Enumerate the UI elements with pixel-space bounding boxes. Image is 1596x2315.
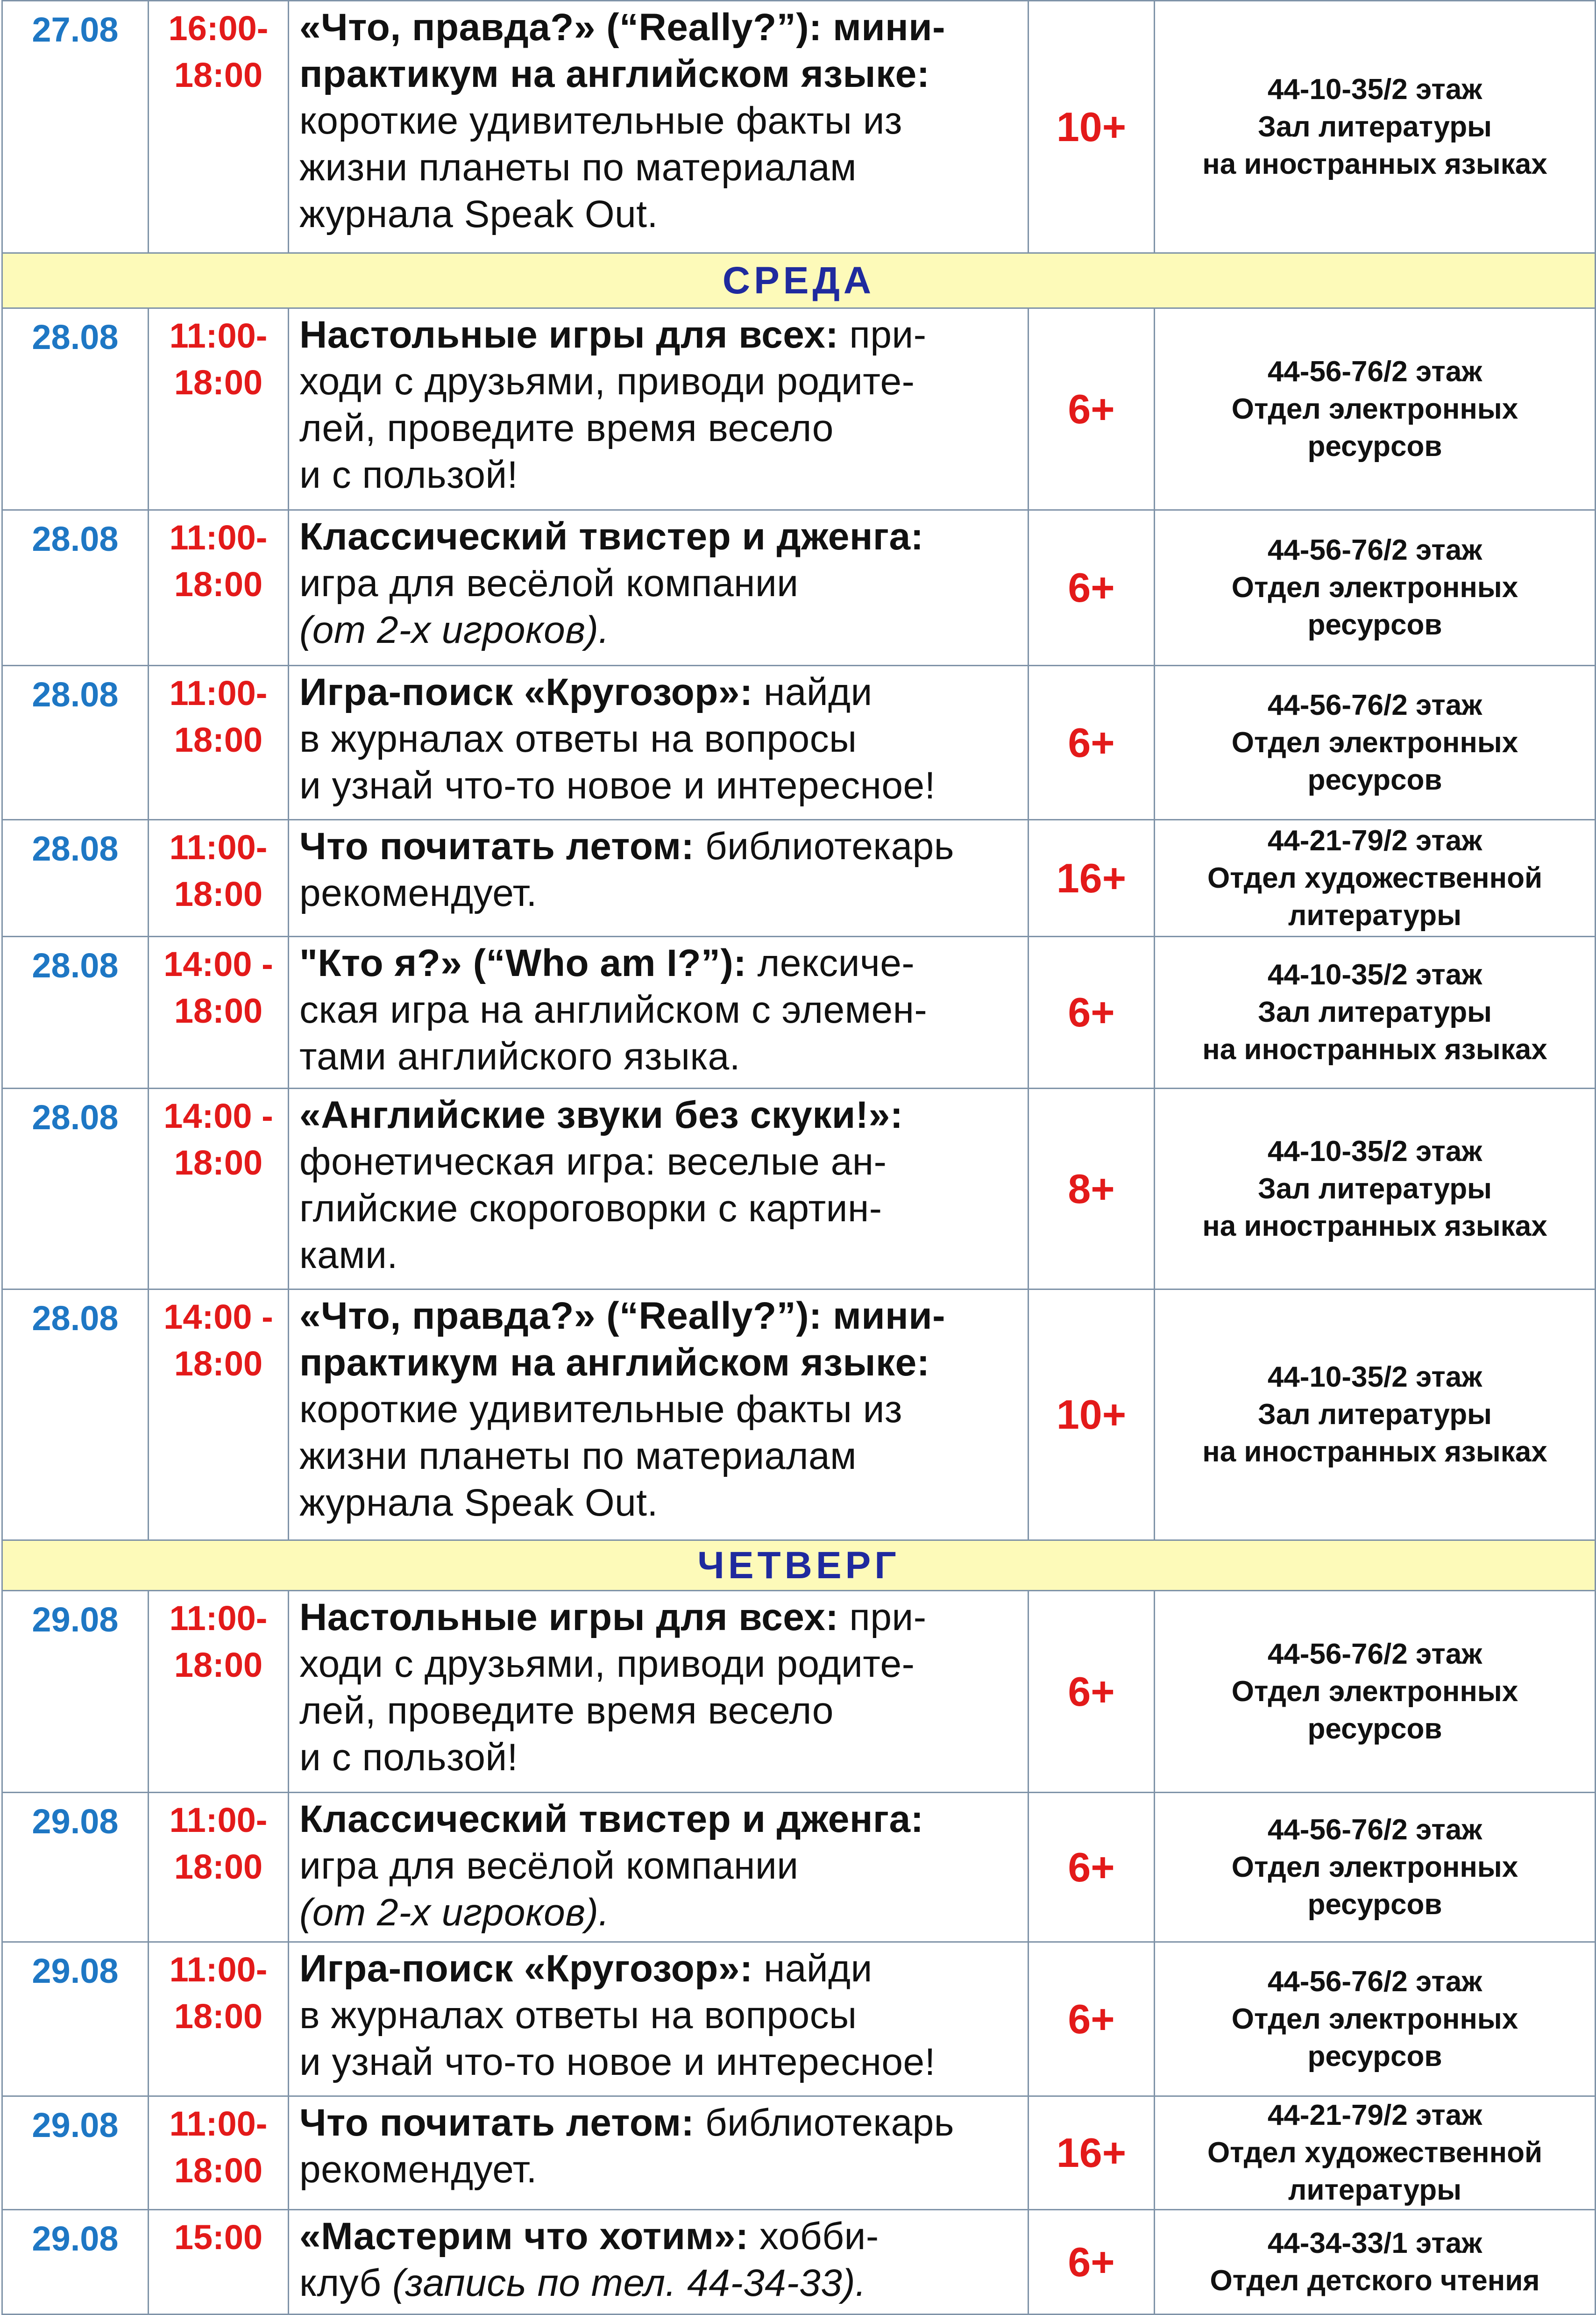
description-line — [299, 144, 1023, 191]
event-description — [289, 937, 1029, 1089]
description-text: глийские скороговорки с картин- — [299, 1187, 882, 1230]
event-time — [149, 308, 289, 510]
event-description — [289, 820, 1029, 937]
event-date: 29.08 — [2, 1793, 149, 1942]
event-time — [149, 820, 289, 937]
description-line — [299, 762, 1023, 809]
description-line — [299, 940, 1023, 987]
location-line: на иностранных языках — [1202, 1033, 1547, 1066]
schedule-table — [1, 0, 1596, 2315]
event-location — [1155, 1591, 1596, 1793]
description-line — [299, 4, 1023, 51]
description-text: и с пользой! — [299, 454, 518, 496]
location-line: на иностранных языках — [1202, 1210, 1547, 1242]
event-location — [1155, 1793, 1596, 1942]
description-line — [299, 1641, 1023, 1688]
event-time-line: 18:00 — [174, 1344, 263, 1383]
event-row — [2, 2096, 1596, 2210]
location-line: Отдел электронных — [1231, 392, 1518, 425]
event-title-text: "Кто я?» (“Who am I?”): — [299, 942, 747, 984]
description-text: найди — [752, 1947, 872, 1990]
event-time-line: 14:00 - — [163, 945, 273, 983]
description-line — [299, 823, 1023, 870]
event-row — [2, 937, 1596, 1089]
event-description — [289, 1793, 1029, 1942]
description-line — [299, 1386, 1023, 1433]
location-line: ресурсов — [1307, 1712, 1442, 1745]
event-time-line: 11:00- — [169, 518, 268, 557]
event-location — [1155, 937, 1596, 1089]
event-row — [2, 1089, 1596, 1289]
description-line — [299, 2213, 1023, 2260]
event-date: 28.08 — [2, 666, 149, 820]
location-line: Отдел детского чтения — [1210, 2264, 1540, 2297]
description-line — [299, 1480, 1023, 1526]
event-location — [1155, 510, 1596, 666]
description-text: жизни планеты по материалам — [299, 1435, 857, 1477]
location-line: ресурсов — [1307, 609, 1442, 641]
age-rating: 6+ — [1029, 1591, 1155, 1793]
event-row — [2, 820, 1596, 937]
location-line: Отдел художественной — [1207, 862, 1543, 894]
description-text: и узнай что-то новое и интересное! — [299, 764, 936, 807]
location-line: 44-56-76/2 этаж — [1267, 355, 1483, 388]
event-title-text: Игра-поиск «Кругозор»: — [299, 671, 753, 713]
location-line: Зал литературы — [1257, 996, 1492, 1028]
event-title-text: практикум на английском языке: — [299, 53, 930, 95]
age-rating: 6+ — [1029, 937, 1155, 1089]
event-title-text: «Английские звуки без скуки!»: — [299, 1094, 903, 1136]
location-line: 44-21-79/2 этаж — [1267, 2099, 1483, 2131]
event-time-line: 18:00 — [174, 1997, 263, 2036]
event-row — [2, 666, 1596, 820]
description-line — [299, 312, 1023, 358]
description-text: короткие удивительные факты из — [299, 1388, 902, 1431]
description-line — [299, 1843, 1023, 1889]
event-title-text: Классический твистер и дженга: — [299, 515, 924, 558]
description-text: библиотекарь — [694, 825, 954, 868]
location-line: Отдел электронных — [1231, 571, 1518, 604]
location-line: 44-10-35/2 этаж — [1267, 1361, 1483, 1393]
event-time-line: 11:00- — [169, 316, 268, 355]
event-date: 29.08 — [2, 2096, 149, 2210]
description-text: библиотекарь — [694, 2101, 954, 2144]
event-time-line: 18:00 — [174, 991, 263, 1030]
location-line: 44-56-76/2 этаж — [1267, 1638, 1483, 1670]
description-text: клуб — [299, 2262, 392, 2304]
event-time-line: 11:00- — [169, 1950, 268, 1989]
day-header-row — [2, 253, 1596, 308]
description-line — [299, 1092, 1023, 1139]
description-line — [299, 1594, 1023, 1641]
description-text: в журналах ответы на вопросы — [299, 1994, 857, 2037]
event-title-text: Что почитать летом: — [299, 825, 695, 868]
description-text: жизни планеты по материалам — [299, 146, 857, 189]
location-line: ресурсов — [1307, 763, 1442, 796]
age-rating: 10+ — [1029, 1, 1155, 253]
description-text: журнала Speak Out. — [299, 193, 658, 235]
event-title-text: «Мастерим что хотим»: — [299, 2215, 749, 2258]
description-text: и с пользой! — [299, 1736, 518, 1779]
event-description — [289, 1591, 1029, 1793]
description-line — [299, 2260, 1023, 2307]
description-line — [299, 1033, 1023, 1080]
location-line: Отдел электронных — [1231, 1851, 1518, 1883]
location-line: ресурсов — [1307, 430, 1442, 463]
description-line — [299, 1339, 1023, 1386]
event-location — [1155, 666, 1596, 820]
location-line: 44-56-76/2 этаж — [1267, 1813, 1483, 1846]
event-title-text: «Что, правда?» (“Really?”): мини- — [299, 1295, 945, 1337]
event-date: 28.08 — [2, 1289, 149, 1540]
event-time — [149, 1942, 289, 2096]
event-time-line: 18:00 — [174, 2151, 263, 2190]
description-text: ская игра на английском с элемен- — [299, 989, 928, 1031]
event-row — [2, 308, 1596, 510]
location-line: Отдел электронных — [1231, 726, 1518, 759]
location-line: 44-10-35/2 этаж — [1267, 1135, 1483, 1168]
event-date: 28.08 — [2, 1089, 149, 1289]
event-time-line: 16:00- — [168, 9, 269, 48]
description-line — [299, 1889, 1023, 1936]
description-line — [299, 1796, 1023, 1843]
event-time — [149, 1289, 289, 1540]
event-time-line: 11:00- — [169, 828, 268, 867]
description-line — [299, 560, 1023, 607]
event-date: 28.08 — [2, 937, 149, 1089]
event-time — [149, 1089, 289, 1289]
event-time-line: 14:00 - — [163, 1297, 273, 1336]
event-description — [289, 1942, 1029, 2096]
event-location — [1155, 1289, 1596, 1540]
description-line — [299, 1139, 1023, 1185]
event-date: 28.08 — [2, 308, 149, 510]
description-line — [299, 405, 1023, 452]
description-text: ходи с друзьями, приводи родите- — [299, 360, 915, 403]
event-description — [289, 510, 1029, 666]
location-line: 44-10-35/2 этаж — [1267, 959, 1483, 991]
event-description — [289, 2210, 1029, 2315]
location-line: Зал литературы — [1257, 110, 1492, 143]
age-rating: 6+ — [1029, 308, 1155, 510]
event-time — [149, 510, 289, 666]
description-text: короткие удивительные факты из — [299, 100, 902, 142]
description-line — [299, 1992, 1023, 2039]
event-date: 28.08 — [2, 510, 149, 666]
location-line: литературы — [1288, 899, 1462, 932]
description-line — [299, 452, 1023, 499]
event-time — [149, 666, 289, 820]
event-time-line: 18:00 — [174, 565, 263, 604]
description-text: ками. — [299, 1234, 398, 1276]
age-rating: 6+ — [1029, 510, 1155, 666]
description-line — [299, 1945, 1023, 1992]
age-rating: 16+ — [1029, 2096, 1155, 2210]
location-line: Зал литературы — [1257, 1398, 1492, 1431]
event-row — [2, 1289, 1596, 1540]
location-line: Зал литературы — [1257, 1172, 1492, 1205]
event-time — [149, 2096, 289, 2210]
event-time-line: 18:00 — [174, 363, 263, 402]
event-time-line: 11:00- — [169, 2104, 268, 2143]
location-line: литературы — [1288, 2174, 1462, 2206]
event-title-text: практикум на английском языке: — [299, 1341, 930, 1384]
event-title-text: Что почитать летом: — [299, 2101, 695, 2144]
event-description — [289, 308, 1029, 510]
schedule-body — [2, 1, 1596, 2315]
age-rating: 8+ — [1029, 1089, 1155, 1289]
event-time-line: 11:00- — [169, 1599, 268, 1638]
event-time-line: 18:00 — [174, 56, 263, 94]
event-date: 29.08 — [2, 1591, 149, 1793]
description-text: фонетическая игра: веселые ан- — [299, 1140, 887, 1183]
description-text: при- — [838, 313, 927, 356]
event-row — [2, 1793, 1596, 1942]
event-row — [2, 1591, 1596, 1793]
description-line — [299, 513, 1023, 560]
description-text: (от 2-х игроков). — [299, 1891, 610, 1934]
event-time — [149, 2210, 289, 2315]
description-line — [299, 2100, 1023, 2146]
event-time-line: 15:00 — [174, 2218, 263, 2257]
location-line: 44-56-76/2 этаж — [1267, 689, 1483, 721]
description-line — [299, 716, 1023, 762]
event-time-line: 14:00 - — [163, 1097, 273, 1135]
event-time-line: 18:00 — [174, 1645, 263, 1684]
event-title-text: Настольные игры для всех: — [299, 1596, 839, 1638]
location-line: 44-10-35/2 этаж — [1267, 73, 1483, 106]
day-header-label: ЧЕТВЕРГ — [2, 1540, 1596, 1591]
event-time — [149, 1, 289, 253]
event-time-line: 11:00- — [169, 674, 268, 712]
day-header-label: СРЕДА — [2, 253, 1596, 308]
event-row — [2, 1942, 1596, 2096]
event-description — [289, 1289, 1029, 1540]
description-line — [299, 51, 1023, 98]
location-line: 44-56-76/2 этаж — [1267, 534, 1483, 566]
location-line: Отдел художественной — [1207, 2137, 1543, 2169]
location-line: ресурсов — [1307, 1888, 1442, 1921]
description-text: тами английского языка. — [299, 1035, 741, 1078]
event-description — [289, 1089, 1029, 1289]
description-text: (от 2-х игроков). — [299, 609, 610, 651]
event-time — [149, 1793, 289, 1942]
event-location — [1155, 1942, 1596, 2096]
description-text: (запись по тел. 44-34-33). — [392, 2262, 866, 2304]
event-time-line: 18:00 — [174, 1143, 263, 1182]
description-line — [299, 1185, 1023, 1232]
description-text: лей, проведите время весело — [299, 407, 834, 449]
description-line — [299, 191, 1023, 238]
age-rating: 6+ — [1029, 1793, 1155, 1942]
event-title-text: Игра-поиск «Кругозор»: — [299, 1947, 753, 1990]
event-location — [1155, 2210, 1596, 2315]
event-row — [2, 1, 1596, 253]
event-location — [1155, 2096, 1596, 2210]
day-header-row — [2, 1540, 1596, 1591]
event-location — [1155, 308, 1596, 510]
description-text: журнала Speak Out. — [299, 1482, 658, 1524]
age-rating: 6+ — [1029, 666, 1155, 820]
location-line: 44-21-79/2 этаж — [1267, 824, 1483, 857]
event-date: 27.08 — [2, 1, 149, 253]
description-text: игра для весёлой компании — [299, 562, 799, 605]
description-line — [299, 669, 1023, 716]
description-line — [299, 607, 1023, 654]
description-text: в журналах ответы на вопросы — [299, 718, 857, 760]
description-line — [299, 2039, 1023, 2086]
location-line: 44-34-33/1 этаж — [1267, 2227, 1483, 2259]
age-rating: 6+ — [1029, 1942, 1155, 2096]
event-row — [2, 2210, 1596, 2315]
description-line — [299, 1232, 1023, 1279]
location-line: Отдел электронных — [1231, 1675, 1518, 1708]
description-line — [299, 98, 1023, 144]
event-row — [2, 510, 1596, 666]
event-location — [1155, 820, 1596, 937]
event-title-text: Настольные игры для всех: — [299, 313, 839, 356]
description-line — [299, 1293, 1023, 1339]
age-rating: 16+ — [1029, 820, 1155, 937]
event-date: 29.08 — [2, 2210, 149, 2315]
description-line — [299, 1433, 1023, 1480]
description-text: игра для весёлой компании — [299, 1845, 799, 1887]
description-text: рекомендует. — [299, 872, 537, 914]
description-text: рекомендует. — [299, 2148, 537, 2191]
description-text: ходи с друзьями, приводи родите- — [299, 1643, 915, 1685]
event-description — [289, 2096, 1029, 2210]
event-title-text: «Что, правда?» (“Really?”): мини- — [299, 6, 945, 49]
description-text: и узнай что-то новое и интересное! — [299, 2041, 936, 2083]
location-line: на иностранных языках — [1202, 148, 1547, 180]
event-title-text: Классический твистер и дженга: — [299, 1798, 924, 1840]
age-rating: 10+ — [1029, 1289, 1155, 1540]
description-text: при- — [838, 1596, 927, 1638]
description-text: найди — [752, 671, 872, 713]
description-line — [299, 1734, 1023, 1781]
event-time — [149, 1591, 289, 1793]
location-line: 44-56-76/2 этаж — [1267, 1965, 1483, 1998]
description-line — [299, 2146, 1023, 2193]
event-time-line: 18:00 — [174, 1847, 263, 1886]
event-time-line: 18:00 — [174, 720, 263, 759]
event-time-line: 11:00- — [169, 1801, 268, 1839]
event-location — [1155, 1089, 1596, 1289]
event-description — [289, 666, 1029, 820]
description-line — [299, 870, 1023, 917]
event-time-line: 18:00 — [174, 875, 263, 913]
event-date: 28.08 — [2, 820, 149, 937]
location-line: на иностранных языках — [1202, 1436, 1547, 1468]
description-line — [299, 987, 1023, 1033]
location-line: ресурсов — [1307, 2040, 1442, 2073]
event-description — [289, 1, 1029, 253]
age-rating: 6+ — [1029, 2210, 1155, 2315]
description-line — [299, 358, 1023, 405]
location-line: Отдел электронных — [1231, 2002, 1518, 2035]
event-time — [149, 937, 289, 1089]
description-text: лей, проведите время весело — [299, 1689, 834, 1732]
event-date: 29.08 — [2, 1942, 149, 2096]
description-line — [299, 1688, 1023, 1734]
description-text: лексиче- — [746, 942, 915, 984]
event-location — [1155, 1, 1596, 253]
description-text: хобби- — [748, 2215, 879, 2258]
